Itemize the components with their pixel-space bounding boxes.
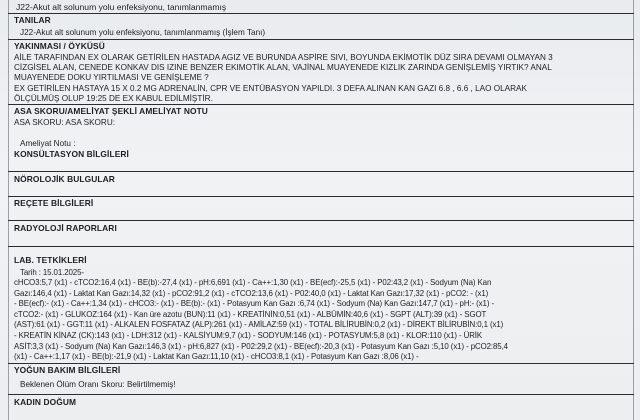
- section-divider: [8, 104, 634, 105]
- history-line: EX GETİRİLEN HASTAYA 15 X 0.2 MG ADRENALİN, CPR VE ENTÜBASYON YAPILDI. 3 DEFA ALINAN KAN GAZI 6.8 , 6.6 , LAO OLARAK: [14, 84, 527, 93]
- lab-line: (x1) - Ca++:1,17 (x1) - BE(b):-21,9 (x1) - Laktat Kan Gazı:11,10 (x1) - cHCO3:8,1 (x1) - Potasyum Kan Gazı :8,06 (x1) -: [14, 352, 419, 361]
- history-line: ÖLÇÜLMÜŞ OLUP 19:25 DE EX KABUL EDİLMİŞTİR.: [14, 94, 213, 103]
- lab-line: ASİT:3,3 (x1) - Sodyum (Na) Kan Gazı:146,3 (x1) - pH:6,827 (x1) - P02:29,2 (x1) - BE(ecf):-20,3 (x1) - Potasyum Kan Gazı :5,10 (x1) - pCO2:85,4: [14, 342, 508, 351]
- lab-line: cTCO2:- (x1) - GLUKOZ:164 (x1) - Kan üre azotu (BUN):11 (x1) - KREATİNİN:0,51 (x1) - ALBÜMİN:40,6 (x1) - SGPT (ALT):39 (x1) - SGOT: [14, 310, 487, 319]
- tanilar-title: TANILAR: [14, 15, 51, 25]
- section-divider: [8, 13, 634, 14]
- section-divider: [8, 394, 634, 395]
- history-line: CİZGİSEL ALAN, CENEDE KONKAV DIS IZINE BENZER EKIMOTİK ALAN, VAJİNAL MUAYENEDE KIZLIK ZARINDA GENİŞLEMİŞ YIRTIK? ANAL: [14, 63, 552, 72]
- lab-line: - KREATİN KİNAZ (CK):143 (x1) - LDH:312 (x1) - KALSİYUM:9,7 (x1) - SODYUM:146 (x1) - POTASYUM:5,8 (x1) - KLOR:110 (x1) - ÜRİK: [14, 331, 483, 340]
- history-title: YAKINMASI / ÖYKÜSÜ: [14, 41, 105, 51]
- mortality-score-text: Beklenen Ölüm Oranı Skoru: Belirtilmemiş!: [20, 380, 176, 389]
- left-border: [8, 0, 9, 420]
- right-border: [633, 0, 634, 420]
- asa-score-label: ASA SKORU: ASA SKORU:: [14, 118, 116, 127]
- section-divider: [8, 171, 634, 172]
- section-divider: [8, 196, 634, 197]
- history-line: MUAYENEDE DOKU YIRTILMASI VE GENİŞLEME ?: [14, 73, 209, 82]
- norolojik-title: NÖROLOJİK BULGULAR: [14, 174, 115, 184]
- lab-line: - BE(ecf):- (x1) - Ca++:1,34 (x1) - cHCO3:- (x1) - BE(b):- (x1) - Potasyum Kan Gazı :6,74 (x1) - Sodyum (Na) Kan Gazı:147,7 (x1) - pH:- (x1) -: [14, 299, 494, 308]
- tanilar-item: J22-Akut alt solunum yolu enfeksiyonu, tanımlanmamış (İşlem Tanı): [20, 28, 266, 37]
- kadin-dogum-title: KADIN DOĞUM: [14, 397, 77, 407]
- yogun-bakim-title: YOĞUN BAKIM BİLGİLERİ: [14, 365, 121, 375]
- recete-title: REÇETE BİLGİLERİ: [14, 198, 94, 208]
- operation-note-label: Ameliyat Notu :: [20, 139, 76, 148]
- lab-line: Gazı:146,4 (x1) - Laktat Kan Gazı:14,32 (x1) - pCO2:91,2 (x1) - cTCO2:13,6 (x1) - P02:40,0 (x1) - Laktat Kan Gazı:17,32 (x1) - pCO2: - (x1): [14, 289, 489, 298]
- history-line: AİLE TARAFINDAN EX OLARAK GETİRİLEN HASTADA AGIZ VE BURUNDA ASPİRE SIVI, BOYUNDA EKİMOTİK DÜZ SIRA DEVAMI OLMAYAN 3: [14, 53, 553, 62]
- lab-title: LAB. TETKİKLERİ: [14, 255, 87, 265]
- top-diagnosis-text: J22-Akut alt solunum yolu enfeksiyonu, tanımlanmamış: [16, 2, 227, 12]
- lab-line: (AST):61 (x1) - GGT:11 (x1) - ALKALEN FOSFATAZ (ALP):261 (x1) - AMİLAZ:59 (x1) - TOTAL BİLİRUBİN:0,2 (x1) - DİREKT BİLİRUBİN:0,1 (x1): [14, 320, 504, 329]
- lab-date: Tarih : 15.01.2025-: [20, 268, 84, 277]
- radyoloji-title: RADYOLOJİ RAPORLARI: [14, 223, 117, 233]
- asa-title: ASA SKORU/AMELİYAT ŞEKLİ AMELİYAT NOTU: [14, 106, 208, 116]
- section-divider: [8, 246, 634, 247]
- section-divider: [8, 39, 634, 40]
- lab-line: cHCO3:5,7 (x1) - cTCO2:16,4 (x1) - BE(b):-27,4 (x1) - pH:6,691 (x1) - Ca++:1,30 (x1) - BE(ecf):-25,5 (x1) - P02:43,2 (x1) - Sodyum (Na) Kan: [14, 278, 492, 287]
- section-divider: [8, 363, 634, 364]
- section-divider: [8, 220, 634, 221]
- konsultasyon-title: KONSÜLTASYON BİLGİLERİ: [14, 149, 129, 159]
